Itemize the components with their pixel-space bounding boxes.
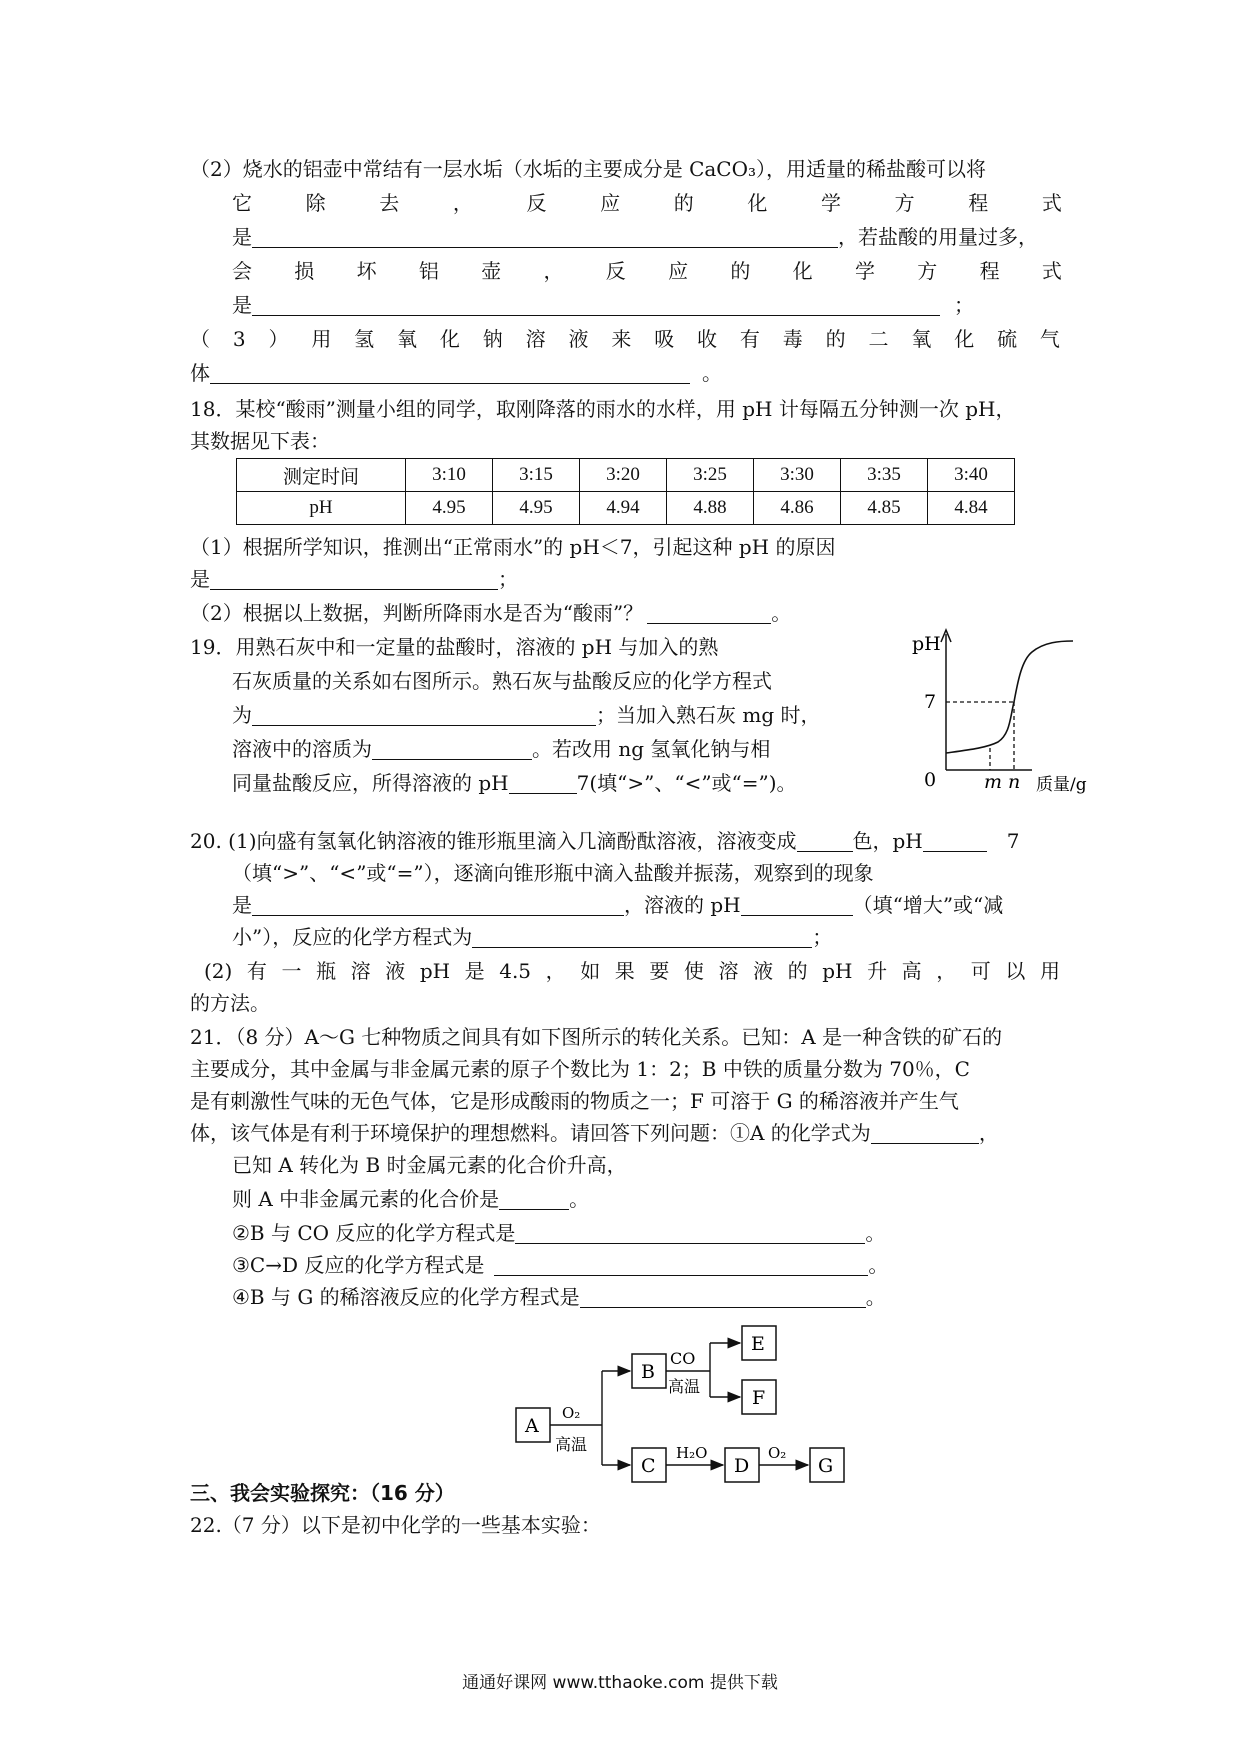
node-g (810, 1448, 844, 1482)
label-co: CO (670, 1349, 696, 1368)
q20-p2-line1 (204, 956, 1060, 986)
word: 方 (917, 259, 938, 283)
text: 溶液中的溶质为 (232, 737, 372, 761)
text: 20. (1)向盛有氢氧化钠溶液的锥形瓶里滴入几滴酚酞溶液，溶液变成 (190, 829, 797, 853)
word: ， (936, 959, 957, 983)
text: 体 (190, 361, 210, 385)
word: 会 (232, 259, 252, 283)
word: 反 (605, 259, 626, 283)
word: 高 (901, 959, 922, 983)
conversion-diagram (510, 1320, 860, 1485)
text: 同量盐酸反应，所得溶液的 pH (232, 771, 509, 795)
text: （填“增大”或“减 (852, 893, 1004, 917)
word: 程 (979, 259, 1000, 283)
word: 学 (854, 259, 875, 283)
table-cell: 3:25 (667, 459, 754, 492)
word: 二 (868, 327, 889, 351)
answer-blank[interactable] (210, 361, 690, 384)
word: 的 (825, 327, 846, 351)
page-footer: 通通好课网 www.tthaoke.com 提供下载 (462, 1673, 778, 1693)
word: 3 (232, 327, 246, 351)
q18-p1-line1: （1）根据所学知识，推测出“正常雨水”的 pH＜7，引起这种 pH 的原因 (190, 535, 836, 559)
q18-line1: 18．某校“酸雨”测量小组的同学，取刚降落的雨水的水样，用 pH 计每隔五分钟测一次 pH， (190, 397, 1016, 421)
word: 钠 (482, 327, 503, 351)
answer-blank[interactable] (210, 567, 498, 590)
word: 是 (464, 959, 485, 983)
q21-line3: 是有刺激性气味的无色气体，它是形成酸雨的物质之一；F 可溶于 G 的稀溶液并产生气 (190, 1089, 959, 1113)
answer-blank[interactable] (472, 925, 812, 948)
text: 是 (232, 293, 252, 317)
q22-intro: 22.（7 分）以下是初中化学的一些基本实验： (190, 1513, 601, 1537)
text: ； (954, 293, 974, 317)
word: 用 (1039, 959, 1060, 983)
q21-line5: 已知 A 转化为 B 时金属元素的化合价升高， (232, 1153, 627, 1177)
text: 体，该气体是有利于环境保护的理想燃料。请回答下列问题：①A 的化学式为 (190, 1121, 871, 1145)
q21-line7 (232, 1218, 1062, 1248)
answer-blank[interactable] (797, 829, 853, 852)
word: 化 (954, 327, 975, 351)
svg-text:B: B (641, 1361, 655, 1383)
word: 用 (311, 327, 332, 351)
word: 有 (246, 959, 267, 983)
q19-line2: 石灰质量的关系如右图所示。熟石灰与盐酸反应的化学方程式 (232, 669, 772, 693)
word: 毒 (782, 327, 803, 351)
text: ；当加入熟石灰 mg 时， (596, 703, 821, 727)
text: 则 A 中非金属元素的化合价是 (232, 1187, 500, 1211)
answer-blank[interactable] (372, 737, 532, 760)
word: 反 (526, 191, 547, 215)
word: ， (545, 959, 566, 983)
answer-blank[interactable] (499, 1187, 569, 1210)
answer-blank[interactable] (252, 293, 940, 316)
text: 小”），反应的化学方程式为 (232, 925, 473, 949)
answer-blank[interactable] (494, 1253, 868, 1276)
word: 溶 (350, 959, 371, 983)
svg-text:D: D (734, 1455, 750, 1477)
table-header-ph: pH (237, 492, 406, 525)
q21-line2: 主要成分，其中金属与非金属元素的原子个数比为 1：2；B 中铁的质量分数为 70％，C (190, 1057, 970, 1081)
label-heat-b: 高温 (668, 1377, 701, 1396)
word: 以 (1005, 959, 1026, 983)
word: 一 (281, 959, 302, 983)
table-cell: 3:20 (580, 459, 667, 492)
text: 。 (702, 361, 722, 385)
answer-blank[interactable] (741, 893, 853, 916)
word: 收 (697, 327, 718, 351)
table-cell: 4.94 (580, 492, 667, 525)
answer-blank[interactable] (871, 1121, 979, 1144)
word: 除 (305, 191, 326, 215)
text: 。 (771, 601, 792, 625)
word: 4.5 (499, 959, 532, 983)
label-h2o: H₂O (676, 1444, 708, 1462)
word: 升 (867, 959, 888, 983)
word: 溶 (525, 327, 546, 351)
word: 坏 (356, 259, 377, 283)
q20-line3 (232, 890, 1062, 920)
answer-blank[interactable] (923, 829, 987, 852)
table-cell: 3:10 (406, 459, 493, 492)
table-header-time: 测定时间 (237, 459, 406, 492)
text: ，若盐酸的用量过多， (838, 225, 1038, 249)
word: 式 (1041, 259, 1062, 283)
label-o2-a: O₂ (562, 1404, 581, 1422)
word: 的 (787, 959, 808, 983)
word: 去 (379, 191, 400, 215)
word: 氧 (397, 327, 418, 351)
text: 。 (865, 1285, 886, 1309)
q21-line6 (232, 1184, 1062, 1214)
word: ） (268, 327, 289, 351)
word: 果 (614, 959, 635, 983)
word: 式 (1041, 191, 1062, 215)
table-cell: 4.85 (841, 492, 928, 525)
x-tick-m: m (984, 771, 1003, 793)
text: 是 (232, 225, 252, 249)
word: 如 (580, 959, 601, 983)
text: 。 (569, 1187, 590, 1211)
word: pH (822, 959, 853, 983)
answer-blank[interactable] (580, 1285, 866, 1308)
q17-p2-line5 (232, 290, 1062, 320)
table-cell: 4.86 (754, 492, 841, 525)
word: 来 (611, 327, 632, 351)
q21-line9 (232, 1282, 1062, 1312)
label-heat-a: 高温 (555, 1435, 588, 1454)
answer-blank[interactable] (647, 601, 771, 624)
node-f (742, 1380, 776, 1414)
text: ④B 与 G 的稀溶液反应的化学方程式是 (232, 1285, 580, 1309)
origin-label: 0 (924, 769, 937, 791)
text: ， (978, 1121, 999, 1145)
x-tick-n: n (1008, 771, 1021, 793)
table-cell: 4.88 (667, 492, 754, 525)
table-cell: 3:30 (754, 459, 841, 492)
word: (2) (204, 959, 233, 983)
y-axis-label: pH (912, 633, 941, 655)
text: 。 (868, 1253, 889, 1277)
answer-blank[interactable] (509, 771, 577, 794)
word: 气 (1039, 327, 1060, 351)
text: ； (812, 925, 833, 949)
q17-p2-line3 (232, 222, 1062, 252)
word: ， (452, 191, 473, 215)
word: 铝 (418, 259, 439, 283)
word: 硫 (997, 327, 1018, 351)
q19-line4 (232, 734, 852, 764)
svg-text:G: G (818, 1455, 834, 1477)
table-cell: 4.84 (928, 492, 1015, 525)
word: 化 (792, 259, 813, 283)
word: 液 (753, 959, 774, 983)
label-o2-d: O₂ (768, 1444, 787, 1462)
svg-text:E: E (751, 1333, 765, 1355)
word: 使 (683, 959, 704, 983)
text: 是 (232, 893, 252, 917)
text: 。若改用 ng 氢氧化钠与相 (532, 737, 771, 761)
q21-line4 (190, 1118, 1060, 1148)
q17-p3-line2 (190, 358, 1060, 388)
q20-line2: （填“>”、“<”或“=”），逐滴向锥形瓶中滴入盐酸并振荡，观察到的现象 (232, 861, 874, 885)
ph-data-table (236, 458, 1015, 525)
word: 它 (232, 191, 252, 215)
word: ， (543, 259, 564, 283)
table-row-ph (237, 492, 1015, 525)
word: 瓶 (316, 959, 337, 983)
word: 液 (568, 327, 589, 351)
y-tick-7: 7 (924, 691, 937, 713)
q18-p1-line2 (190, 564, 1060, 594)
node-a (516, 1408, 550, 1442)
q21-line1: 21．（8 分）A～G 七种物质之间具有如下图所示的转化关系。已知：A 是一种含铁的矿石的 (190, 1025, 1003, 1049)
node-b (632, 1354, 666, 1388)
q21-line8 (232, 1250, 1062, 1280)
word: 方 (894, 191, 915, 215)
table-row-time (237, 459, 1015, 492)
table-cell: 4.95 (493, 492, 580, 525)
q20-p2-line2: 的方法。 (190, 991, 270, 1015)
table-cell: 3:15 (493, 459, 580, 492)
table-cell: 3:40 (928, 459, 1015, 492)
text: 是 (190, 567, 210, 591)
svg-text:C: C (641, 1455, 656, 1477)
q17-p2-line2 (232, 188, 1062, 218)
node-c (632, 1448, 666, 1482)
word: （ (190, 327, 210, 351)
word: 吸 (654, 327, 675, 351)
q19-line1: 19．用熟石灰中和一定量的盐酸时，溶液的 pH 与加入的熟 (190, 635, 719, 659)
text: 7 (1006, 829, 1020, 853)
x-axis-label: 质量/g (1036, 775, 1087, 795)
word: 化 (439, 327, 460, 351)
text: 7(填“>”、“<”或“=”)。 (576, 771, 797, 795)
section-heading: 三、我会实验探究：（16 分） (190, 1481, 455, 1505)
answer-blank[interactable] (252, 893, 624, 916)
ph-curve (946, 641, 1073, 753)
word: 要 (649, 959, 670, 983)
word: 液 (385, 959, 406, 983)
word: 壶 (481, 259, 502, 283)
node-e (742, 1326, 776, 1360)
word: 氢 (354, 327, 375, 351)
word: 可 (970, 959, 991, 983)
word: 溶 (718, 959, 739, 983)
word: 损 (294, 259, 315, 283)
q17-p3-line1 (190, 324, 1060, 354)
svg-text:A: A (525, 1415, 539, 1437)
word: 的 (673, 191, 694, 215)
word: 有 (739, 327, 760, 351)
word: 的 (730, 259, 751, 283)
answer-blank[interactable] (515, 1221, 865, 1244)
text: 色，pH (852, 829, 923, 853)
text: ； (498, 567, 518, 591)
ph-curve-graph (910, 620, 1115, 795)
q20-line4 (232, 922, 1062, 952)
node-d (725, 1448, 759, 1482)
q17-p2-line1: （2）烧水的铝壶中常结有一层水垢（水垢的主要成分是 CaCO₃），用适量的稀盐酸可以将 (190, 157, 987, 181)
answer-blank[interactable] (252, 225, 838, 248)
word: 程 (968, 191, 989, 215)
answer-blank[interactable] (252, 703, 596, 726)
text: ②B 与 CO 反应的化学方程式是 (232, 1221, 516, 1245)
word: 化 (747, 191, 768, 215)
word: 应 (600, 191, 621, 215)
text: 。 (865, 1221, 886, 1245)
table-cell: 3:35 (841, 459, 928, 492)
word: 应 (668, 259, 689, 283)
word: 学 (821, 191, 841, 215)
q18-line2: 其数据见下表： (190, 429, 330, 453)
q20-line1 (190, 826, 1060, 856)
text: ，溶液的 pH (624, 893, 741, 917)
q19-line3 (232, 700, 852, 730)
word: 氧 (911, 327, 932, 351)
word: pH (419, 959, 451, 983)
q17-p2-line4 (232, 256, 1062, 286)
text: 为 (232, 703, 252, 727)
table-cell: 4.95 (406, 492, 493, 525)
text: ③C→D 反应的化学方程式是 (232, 1253, 485, 1277)
q19-line5 (232, 768, 852, 798)
svg-text:F: F (752, 1387, 766, 1409)
text: （2）根据以上数据，判断所降雨水是否为“酸雨”？ (190, 601, 644, 625)
